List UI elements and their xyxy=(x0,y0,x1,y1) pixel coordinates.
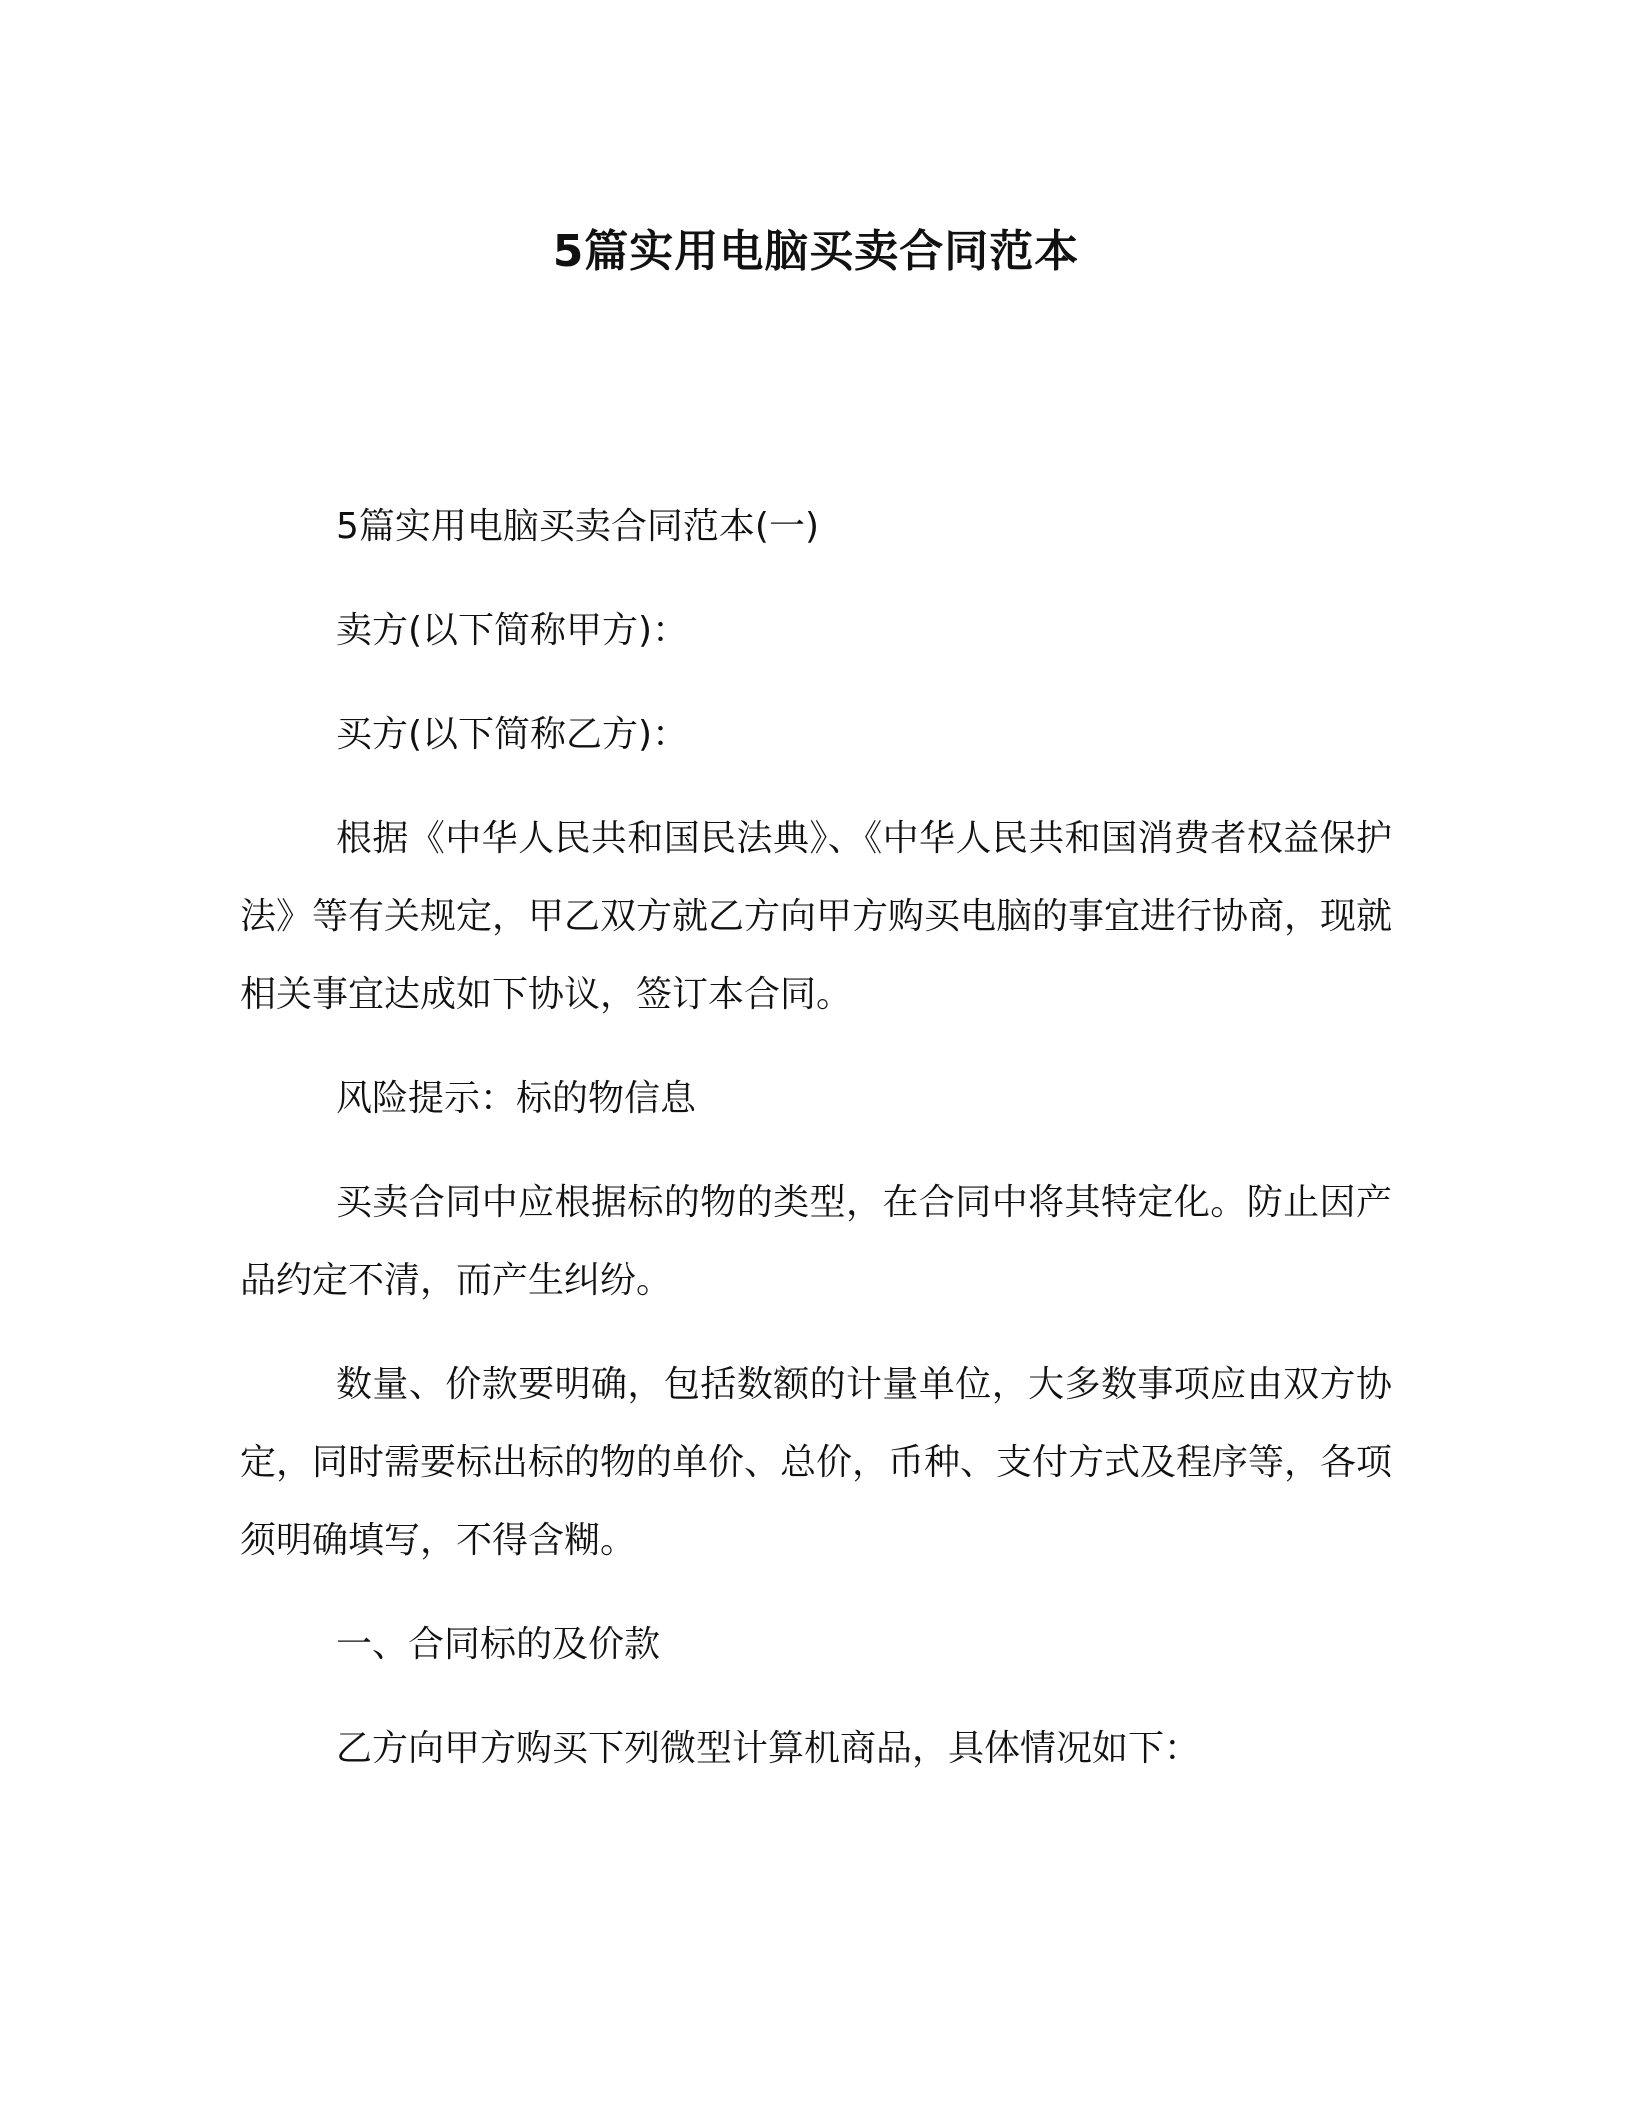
contract-subtitle: 5篇实用电脑买卖合同范本(一) xyxy=(336,506,819,547)
legal-basis-paragraph: 根据《中华人民共和国民法典》、《中华人民共和国消费者权益保护法》等有关规定，甲乙双方就乙方向甲方购买电脑的事宜进行协商，现就相关事宜达成如下协议，签订本合同。 xyxy=(240,818,1393,1015)
buyer-line: 买方(以下简称乙方)： xyxy=(336,714,689,755)
document-body xyxy=(240,488,1392,1814)
section-heading-1: 一、合同标的及价款 xyxy=(336,1624,661,1665)
seller-line: 卖方(以下简称甲方)： xyxy=(336,610,689,651)
document-title: 5篇实用电脑买卖合同范本 xyxy=(552,226,1080,277)
risk-notice-paragraph-1: 买卖合同中应根据标的物的类型，在合同中将其特定化。防止因产品约定不清，而产生纠纷。 xyxy=(240,1182,1392,1301)
risk-notice-paragraph-2: 数量、价款要明确，包括数额的计量单位，大多数事项应由双方协定，同时需要标出标的物的单价、总价，币种、支付方式及程序等，各项须明确填写，不得含糊。 xyxy=(240,1364,1393,1561)
risk-notice-heading: 风险提示：标的物信息 xyxy=(336,1078,697,1119)
purchase-intro-paragraph: 乙方向甲方购买下列微型计算机商品，具体情况如下： xyxy=(336,1728,1201,1769)
